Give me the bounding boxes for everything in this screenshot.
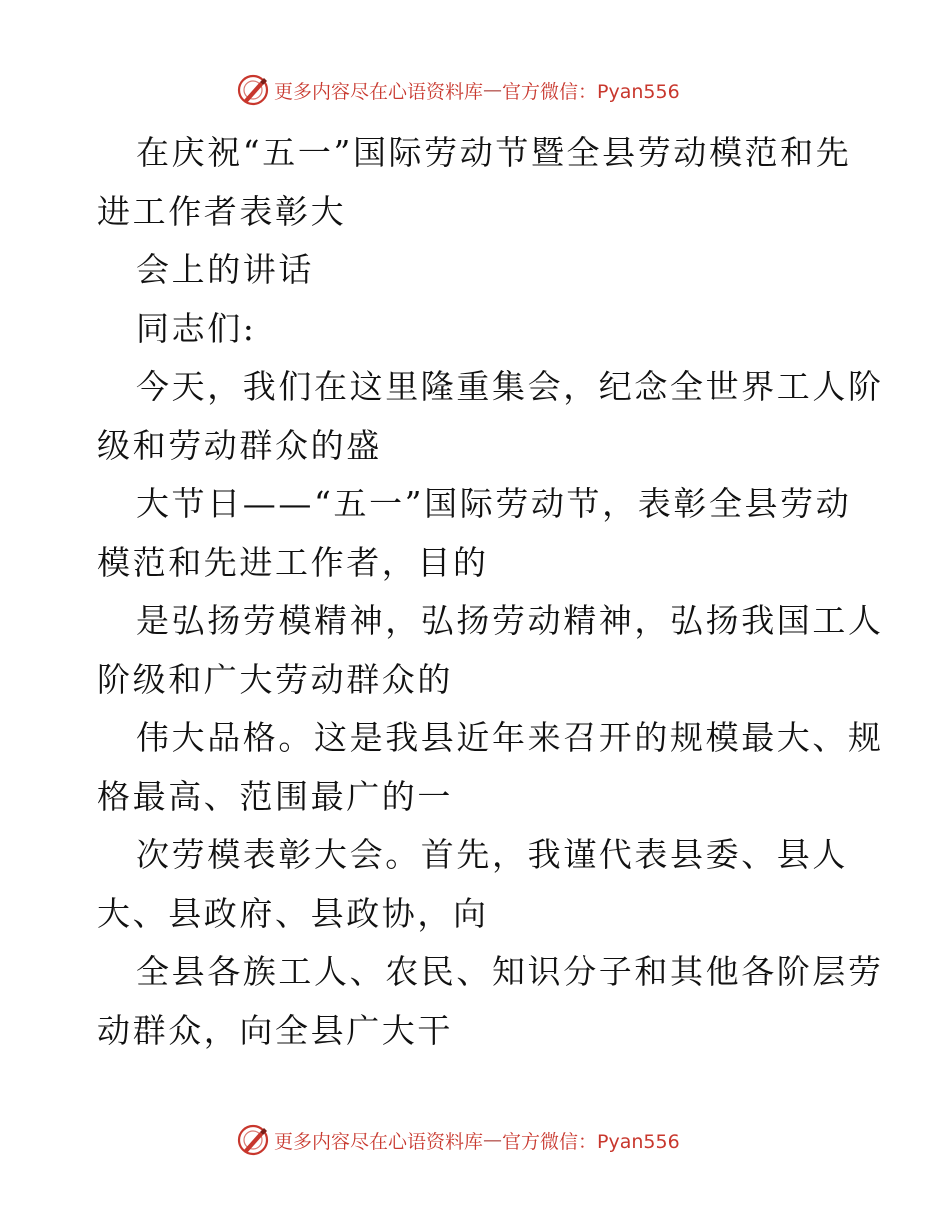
document-body: [97, 124, 884, 1060]
footer-banner-separator: —: [483, 1129, 503, 1151]
paragraph-line: 模范和先进工作者，目的: [97, 542, 489, 582]
paragraph-line: 今天，我们在这里隆重集会，纪念全世界工人阶: [136, 367, 884, 406]
pen-logo-icon: [236, 1123, 270, 1157]
footer-banner-text: 更多内容尽在心语资料库: [274, 1130, 484, 1153]
paragraph-line: 级和劳动群众的盛: [97, 425, 382, 465]
paragraph-line: 伟大品格。这是我县近年来召开的规模最大、规: [136, 718, 884, 757]
paragraph-line: 全县各族工人、农民、知识分子和其他各阶层劳: [136, 952, 884, 991]
title-line-3: 会上的讲话: [136, 250, 314, 289]
paragraph-line: 大节日——“五一”国际劳动节，表彰全县劳动: [136, 484, 852, 523]
paragraph-line: 次劳模表彰大会。首先，我谨代表县委、县人: [136, 835, 848, 874]
title-line-2: 进工作者表彰大: [97, 191, 347, 231]
header-banner-text: 更多内容尽在心语资料库: [274, 80, 484, 103]
footer-banner: [236, 1122, 680, 1158]
paragraph-line: 阶级和广大劳动群众的: [97, 659, 453, 699]
paragraph-line: 大、县政府、县政协，向: [97, 893, 489, 933]
salutation: 同志们:: [136, 308, 257, 348]
paragraph-line: 是弘扬劳模精神，弘扬劳动精神，弘扬我国工人: [136, 601, 884, 640]
header-banner-separator: —: [483, 79, 503, 101]
title-line-1: 在庆祝“五一”国际劳动节暨全县劳动模范和先: [136, 133, 852, 172]
paragraph-line: 格最高、范围最广的一: [97, 776, 453, 816]
paragraph-line: 动群众，向全县广大干: [97, 1010, 453, 1050]
header-contact: 官方微信：Pyan556: [502, 80, 680, 103]
pen-logo-icon: [236, 73, 270, 107]
header-banner: [236, 72, 680, 108]
footer-contact: 官方微信：Pyan556: [502, 1130, 680, 1153]
